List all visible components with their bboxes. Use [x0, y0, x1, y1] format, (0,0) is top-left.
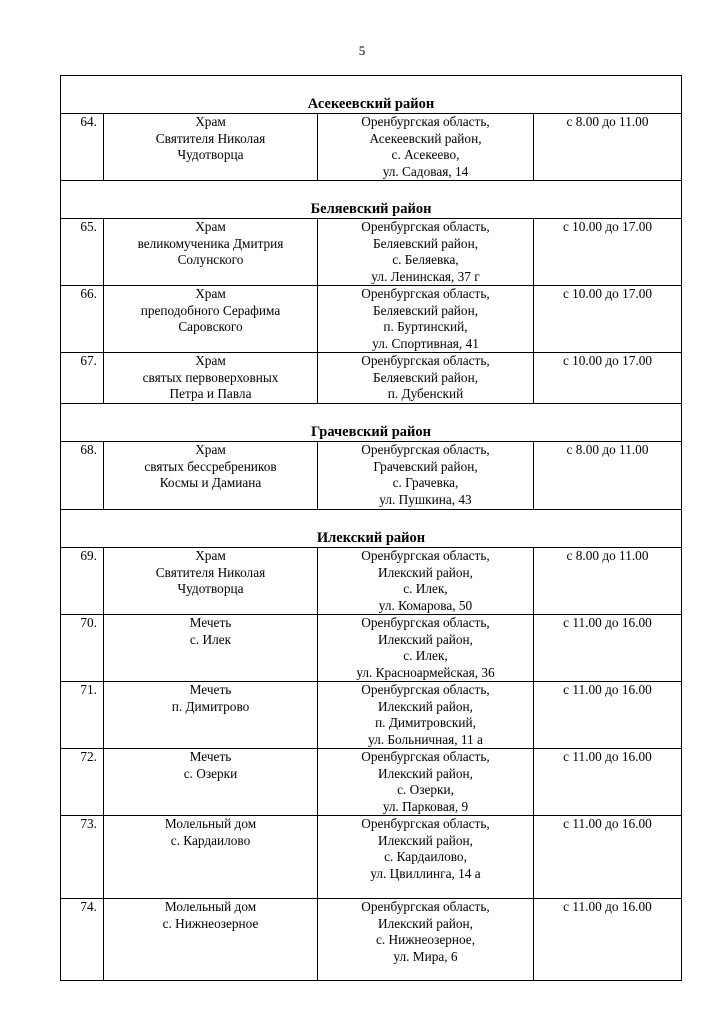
- place-address: [318, 816, 534, 899]
- district-header-row: [61, 181, 682, 219]
- opening-time: с 11.00 до 16.00: [534, 749, 682, 816]
- row-number: 68.: [61, 442, 104, 510]
- address-line: Оренбургская область,: [361, 548, 490, 563]
- address-line: Илекский район,: [378, 631, 473, 647]
- place-address: [318, 682, 534, 749]
- place-name-line: Храм: [195, 353, 226, 368]
- address-line: Илекский район,: [378, 698, 473, 714]
- place-name: [104, 442, 318, 510]
- place-name-line: Мечеть: [189, 749, 232, 764]
- address-line: ул. Парковая, 9: [382, 798, 469, 814]
- address-line: ул. Садовая, 14: [382, 163, 469, 179]
- district-header-row: [61, 76, 682, 114]
- place-name-line: Храм: [195, 442, 226, 457]
- opening-time: с 11.00 до 16.00: [534, 615, 682, 682]
- place-address: [318, 615, 534, 682]
- address-line: с. Озерки,: [397, 782, 454, 797]
- place-name-line: святых бессребреников: [144, 458, 277, 474]
- table-row: [61, 114, 682, 181]
- page-number: 5: [358, 43, 366, 58]
- place-name: [104, 548, 318, 615]
- address-line: Илекский район,: [378, 765, 473, 781]
- table-row: [61, 899, 682, 981]
- place-address: [318, 114, 534, 181]
- address-line: с. Грачевка,: [392, 475, 459, 490]
- address-line: Оренбургская область,: [361, 682, 490, 697]
- address-line: ул. Ленинская, 37 г: [371, 268, 480, 284]
- address-line: ул. Спортивная, 41: [372, 335, 479, 351]
- place-name-line: преподобного Серафима: [140, 302, 281, 318]
- place-address: [318, 899, 534, 981]
- district-header-row: [61, 404, 682, 442]
- row-number: 74.: [61, 899, 104, 981]
- table-row: [61, 286, 682, 353]
- address-line: Оренбургская область,: [361, 353, 490, 368]
- address-line: Беляевский район,: [372, 235, 479, 251]
- place-name: [104, 353, 318, 404]
- place-name-line: Молельный дом: [164, 899, 257, 914]
- place-name: [104, 749, 318, 816]
- address-line: Оренбургская область,: [361, 615, 490, 630]
- place-name-line: с. Кардаилово: [170, 832, 251, 848]
- opening-time: с 10.00 до 17.00: [534, 353, 682, 404]
- opening-time: с 8.00 до 11.00: [534, 548, 682, 615]
- address-line: Оренбургская область,: [361, 219, 490, 234]
- place-name: [104, 682, 318, 749]
- row-number: 69.: [61, 548, 104, 615]
- address-line: Оренбургская область,: [361, 114, 490, 129]
- place-name-line: великомученика Дмитрия: [137, 235, 284, 251]
- address-line: Илекский район,: [378, 564, 473, 580]
- opening-time: с 8.00 до 11.00: [534, 114, 682, 181]
- opening-time: с 11.00 до 16.00: [534, 899, 682, 981]
- opening-time: с 10.00 до 17.00: [534, 286, 682, 353]
- place-name-line: Молельный дом: [164, 816, 257, 831]
- address-line: Оренбургская область,: [361, 816, 490, 831]
- place-name-line: Святителя Николая: [155, 130, 266, 146]
- opening-time: с 8.00 до 11.00: [534, 442, 682, 510]
- address-line: Асекеевский район,: [369, 130, 482, 146]
- address-line: ул. Красноармейская, 36: [356, 664, 495, 680]
- row-number: 72.: [61, 749, 104, 816]
- place-name-line: Саровского: [178, 319, 243, 334]
- place-name-line: Храм: [195, 114, 226, 129]
- table-row: [61, 353, 682, 404]
- address-line: Беляевский район,: [372, 369, 479, 385]
- address-line: ул. Комарова, 50: [378, 597, 473, 613]
- address-line: п. Дубенский: [387, 386, 464, 401]
- place-name: [104, 899, 318, 981]
- place-name: [104, 286, 318, 353]
- address-line: с. Илек,: [403, 648, 448, 663]
- place-name-line: Чудотворца: [177, 147, 244, 162]
- district-name: Грачевский район: [61, 404, 682, 442]
- district-header-row: [61, 510, 682, 548]
- row-number: 65.: [61, 219, 104, 286]
- address-line: п. Димитровский,: [375, 715, 476, 730]
- place-name-line: п. Димитрово: [171, 698, 250, 714]
- place-name: [104, 816, 318, 899]
- place-name-line: Храм: [195, 286, 226, 301]
- address-line: ул. Больничная, 11 а: [368, 731, 483, 747]
- place-name-line: Храм: [195, 219, 226, 234]
- place-name-line: Храм: [195, 548, 226, 563]
- opening-time: с 11.00 до 16.00: [534, 682, 682, 749]
- place-address: [318, 353, 534, 404]
- table-row: [61, 749, 682, 816]
- row-number: 67.: [61, 353, 104, 404]
- opening-time: с 11.00 до 16.00: [534, 816, 682, 899]
- place-name-line: Мечеть: [189, 615, 232, 630]
- place-address: [318, 749, 534, 816]
- place-name-line: с. Озерки: [183, 765, 238, 781]
- opening-time: с 10.00 до 17.00: [534, 219, 682, 286]
- place-name-line: Мечеть: [189, 682, 232, 697]
- place-name-line: с. Нижнеозерное: [162, 915, 259, 931]
- schedule-table: [60, 75, 682, 981]
- place-name-line: Петра и Павла: [169, 386, 252, 401]
- address-line: Грачевский район,: [373, 458, 478, 474]
- district-name: Беляевский район: [61, 181, 682, 219]
- table-row: [61, 682, 682, 749]
- place-name-line: Космы и Дамиана: [159, 475, 262, 490]
- address-line: с. Беляевка,: [392, 252, 459, 267]
- place-address: [318, 219, 534, 286]
- row-number: 70.: [61, 615, 104, 682]
- address-line: с. Асекеево,: [391, 147, 460, 162]
- place-address: [318, 442, 534, 510]
- address-line: с. Кардаилово,: [384, 849, 467, 864]
- district-name: Илекский район: [61, 510, 682, 548]
- row-number: 73.: [61, 816, 104, 899]
- place-name-line: Чудотворца: [177, 581, 244, 596]
- address-line: Оренбургская область,: [361, 442, 490, 457]
- district-name: Асекеевский район: [61, 76, 682, 114]
- address-line: Илекский район,: [378, 915, 473, 931]
- table-row: [61, 548, 682, 615]
- place-name: [104, 615, 318, 682]
- address-line: ул. Мира, 6: [393, 948, 458, 964]
- place-name-line: святых первоверховных: [142, 369, 279, 385]
- table-row: [61, 816, 682, 899]
- place-name-line: с. Илек: [189, 631, 232, 647]
- address-line: Илекский район,: [378, 832, 473, 848]
- row-number: 66.: [61, 286, 104, 353]
- table-row: [61, 615, 682, 682]
- address-line: ул. Цвиллинга, 14 а: [370, 865, 481, 881]
- row-number: 71.: [61, 682, 104, 749]
- row-number: 64.: [61, 114, 104, 181]
- address-line: с. Илек,: [403, 581, 448, 596]
- address-line: с. Нижнеозерное,: [375, 932, 476, 947]
- place-address: [318, 548, 534, 615]
- place-name: [104, 114, 318, 181]
- table-row: [61, 219, 682, 286]
- table-row: [61, 442, 682, 510]
- place-name: [104, 219, 318, 286]
- place-address: [318, 286, 534, 353]
- address-line: ул. Пушкина, 43: [379, 491, 472, 507]
- place-name-line: Солунского: [177, 252, 244, 267]
- address-line: Оренбургская область,: [361, 749, 490, 764]
- address-line: Оренбургская область,: [361, 899, 490, 914]
- address-line: п. Буртинский,: [383, 319, 468, 334]
- address-line: Беляевский район,: [372, 302, 479, 318]
- place-name-line: Святителя Николая: [155, 564, 266, 580]
- address-line: Оренбургская область,: [361, 286, 490, 301]
